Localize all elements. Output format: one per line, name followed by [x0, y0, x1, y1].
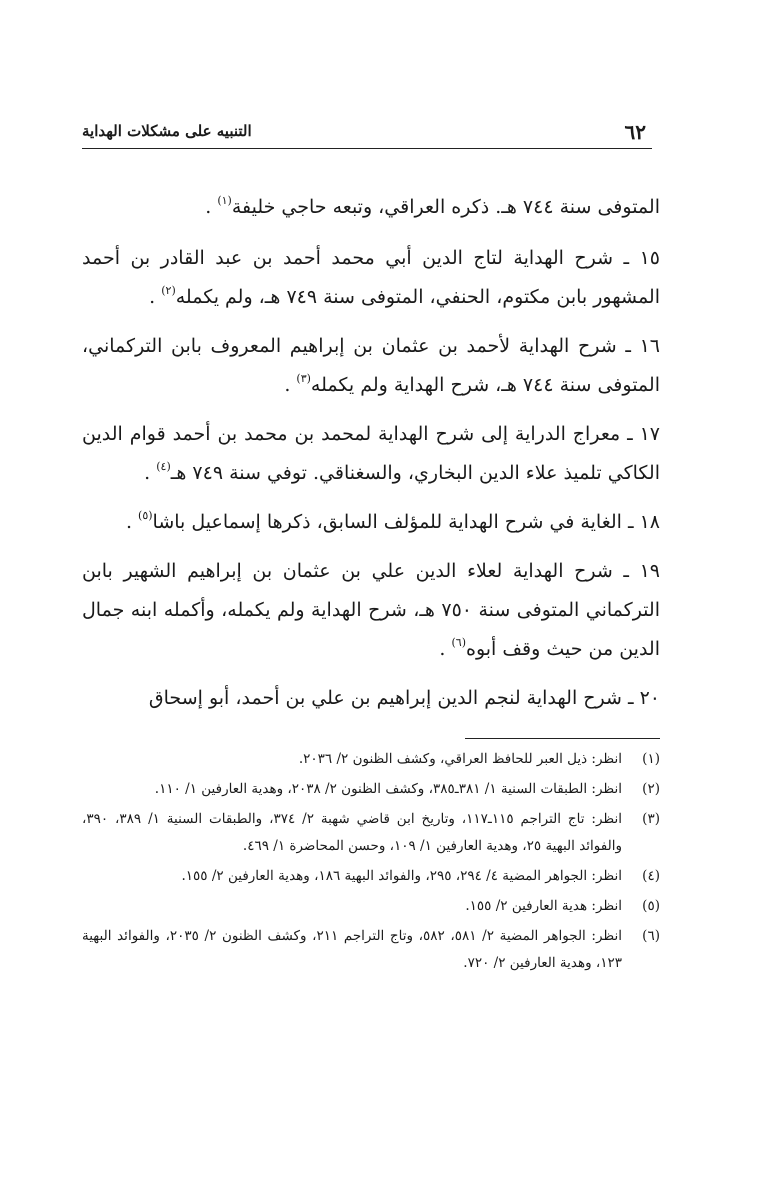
running-title: التنبيه على مشكلات الهداية — [82, 122, 252, 140]
footnote-ref: (٥) — [138, 509, 153, 522]
footnote-text: انظر: الجواهر المضية ٢/ ٥٨١، ٥٨٢، وتاج التراجم ٢١١، وكشف الظنون ٢/ ٢٠٣٥، والفوائد البهية ١٢٣، وهدية العارفين ٢/ ٧٢٠. — [82, 928, 623, 971]
footnote-text: انظر: ذيل العبر للحافظ العراقي، وكشف الظنون ٢/ ٢٠٣٦. — [298, 751, 622, 767]
footnote-divider — [465, 738, 660, 739]
footnote — [82, 806, 660, 860]
footnote-ref: (٤) — [156, 460, 171, 473]
footnote-ref: (٢) — [161, 284, 176, 297]
paragraph: ١٧ ـ معراج الدراية إلى شرح الهداية لمحمد بن محمد بن أحمد قوام الدين الكاكي تلميذ علاء الدين البخاري، والسغناقي. توفي سنة ٧٤٩ هـ$^{(٤)}$ . — [82, 423, 660, 484]
paragraph: المتوفى سنة ٧٤٤ هـ. ذكره العراقي، وتبعه حاجي خليفة$^{(١)}$ . — [205, 194, 660, 218]
footnote-ref: (٦) — [451, 636, 466, 649]
footnotes — [82, 746, 660, 980]
footnote-number: (١) — [642, 751, 660, 767]
footnote-number: (٤) — [642, 868, 660, 884]
paragraph: ١٨ ـ الغاية في شرح الهداية للمؤلف السابق، ذكرها إسماعيل باشا$^{(٥)}$ . — [125, 509, 660, 533]
footnote-ref: (٣) — [296, 372, 311, 385]
footnote-text: انظر: الجواهر المضية ٤/ ٢٩٤، ٢٩٥، والفوائد البهية ١٨٦، وهدية العارفين ٢/ ١٥٥. — [181, 868, 622, 884]
footnote-number: (٢) — [642, 781, 660, 797]
footnote — [82, 863, 660, 890]
paragraph: ١٥ ـ شرح الهداية لتاج الدين أبي محمد أحمد بن عبد القادر بن أحمد المشهور بابن مكتوم، الحنفي، المتوفى سنة ٧٤٩ هـ، ولم يكمله$^{(٢)}$ . — [82, 247, 660, 308]
footnote-text: انظر: تاج التراجم ١١٥ـ١١٧، وتاريخ ابن قاضي شهبة ٢/ ٣٧٤، والطبقات السنية ١/ ٣٨٩، ٣٩٠، والفوائد البهية ٢٥، وهدية العارفين ١/ ١٠٩، وحسن المحاضرة ١/ ٤٦٩. — [82, 811, 622, 854]
paragraph: ٢٠ ـ شرح الهداية لنجم الدين إبراهيم بن علي بن أحمد، أبو إسحاق — [148, 687, 660, 709]
footnote — [82, 776, 660, 803]
paragraph: ١٦ ـ شرح الهداية لأحمد بن عثمان بن إبراهيم المعروف بابن التركماني، المتوفى سنة ٧٤٤ هـ، شرح الهداية ولم يكمله$^{(٣)}$ . — [82, 335, 660, 396]
footnote — [82, 746, 660, 773]
footnote-number: (٥) — [642, 898, 660, 914]
footnote — [82, 923, 660, 977]
footnote-ref: (١) — [217, 194, 232, 207]
paragraph: ١٩ ـ شرح الهداية لعلاء الدين علي بن عثمان بن إبراهيم الشهير بابن التركماني المتوفى سنة ٧٥٠ هـ، شرح الهداية ولم يكمله، وأكمله ابنه جمال الدين من حيث وقف أبوه$^{(٦)}$ . — [82, 560, 660, 660]
main-text — [82, 188, 660, 728]
footnote — [82, 893, 660, 920]
page-header — [82, 118, 652, 149]
footnote-text: انظر: هدية العارفين ٢/ ١٥٥. — [465, 898, 622, 914]
footnote-number: (٣) — [642, 811, 660, 827]
page-number: ٦٢ — [624, 120, 646, 144]
footnote-text: انظر: الطبقات السنية ١/ ٣٨١ـ٣٨٥، وكشف الظنون ٢/ ٢٠٣٨، وهدية العارفين ١/ ١١٠. — [154, 781, 622, 797]
footnote-number: (٦) — [642, 928, 660, 944]
